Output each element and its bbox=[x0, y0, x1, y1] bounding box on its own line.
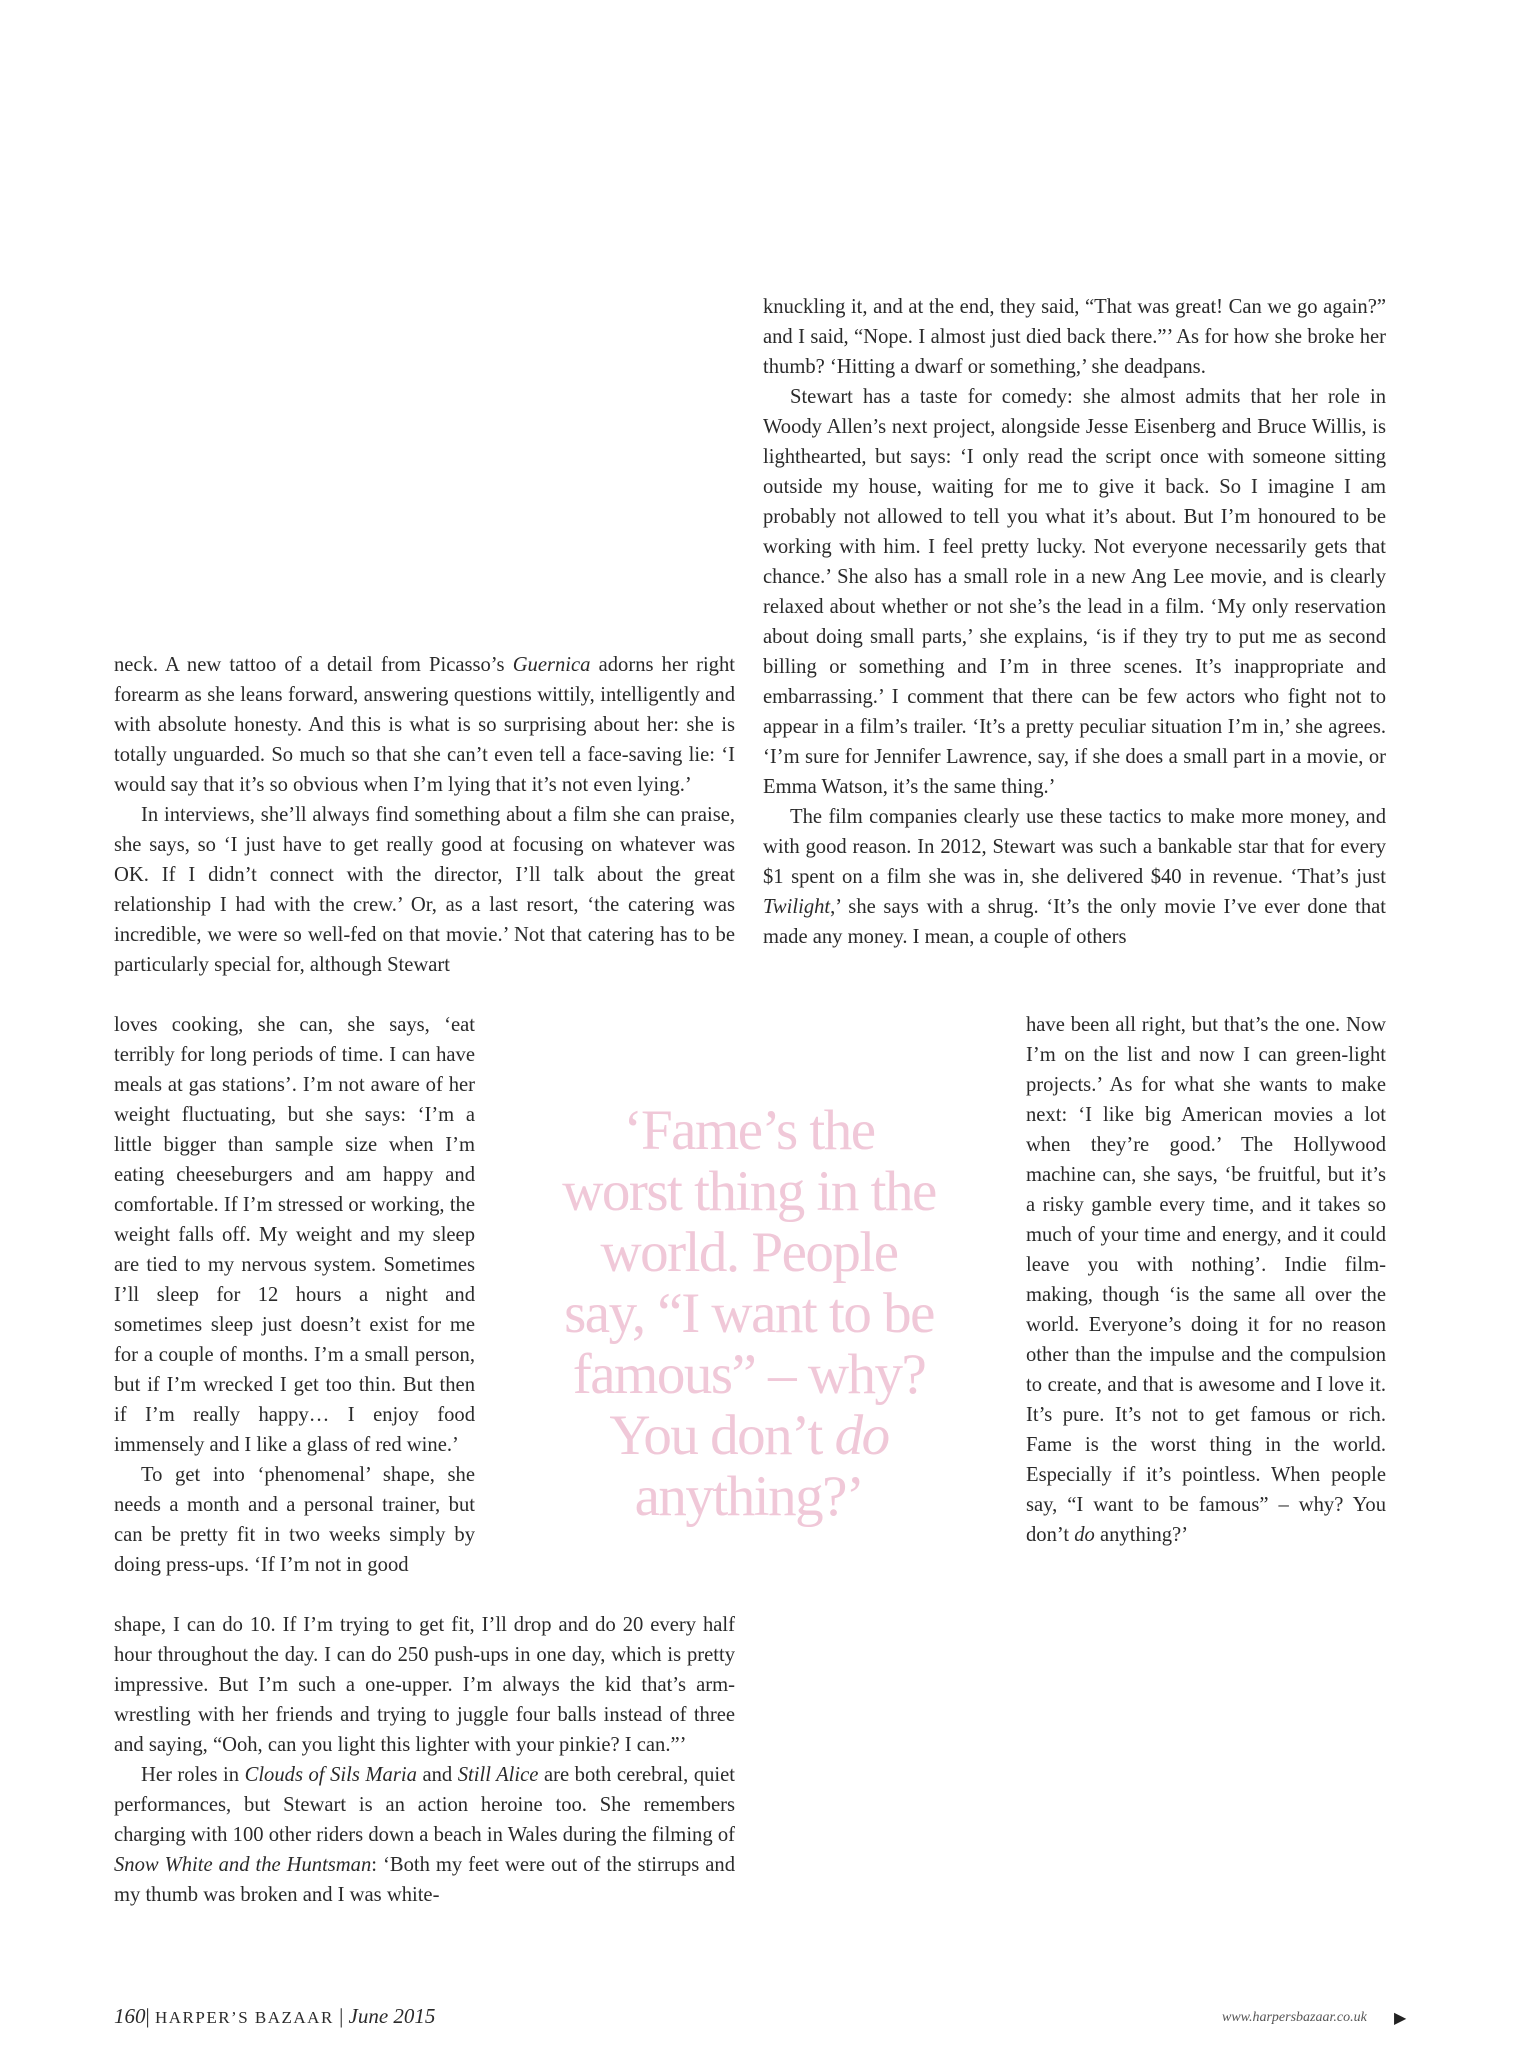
paragraph bbox=[1026, 1010, 1386, 1550]
text-run: In interviews, she’ll always find something about a film she can praise, she says, so ‘I just have to get really good at focusing on whatever was OK. If I didn’t connect with the director, I’ll talk about the great relationship I had with the crew.’ Or, as a last resort, ‘the catering was incredible, we were so well-fed on that movie.’ Not that catering has to be particularly special for, although Stewart bbox=[114, 804, 735, 976]
paragraph bbox=[114, 800, 735, 980]
footer-separator: | bbox=[339, 2004, 344, 2028]
paragraph bbox=[763, 382, 1386, 802]
paragraph bbox=[114, 1610, 735, 1760]
italic-title: do bbox=[834, 1404, 889, 1467]
text-run: and bbox=[416, 1764, 458, 1786]
next-page-arrow-icon[interactable]: ▶ bbox=[1394, 2010, 1407, 2027]
body-column-left-bottom bbox=[114, 1610, 735, 1910]
italic-title: do bbox=[1074, 1524, 1095, 1546]
paragraph bbox=[114, 650, 735, 800]
text-run: loves cooking, she can, she says, ‘eat terribly for long periods of time. I can have meals at gas stations’. I’m not aware of her weight fluctuating, but she says: ‘I’m a little bigger than sample size when I’m eating cheeseburgers and am happy and comfortable. If I’m stressed or working, the weight falls off. My weight and my sleep are tied to my nervous system. Sometimes I’ll sleep for 12 hours a night and sometimes sleep just doesn’t exist for me for a couple of months. I’m a small person, but if I’m wrecked I get too thin. But then if I’m really happy… I enjoy food immensely and I like a glass of red wine.’ bbox=[114, 1014, 475, 1456]
text-run: adorns her right forearm as she leans forward, answering questions wittily, intelligently and with absolute honesty. And this is what is so surprising about her: she is totally unguarded. So much so that she can’t even tell a face-saving lie: ‘I would say that it’s so obvious when I’m lying that it’s not even lying.’ bbox=[114, 654, 735, 796]
text-run: have been all right, but that’s the one. Now I’m on the list and now I can green-light projects.’ As for what she wants to make next: ‘I like big American movies a lot when they’re good.’ The Hollywood machine can, she says, ‘be fruitful, but it’s a risky gamble every time, and it takes so much of your time and energy, and it could leave you with nothing’. Indie film-making, though ‘is the same all over the world. Everyone’s doing it for no reason other than the impulse and the compulsion to create, and that is awesome and I love it. It’s pure. It’s not to get famous or rich. Fame is the worst thing in the world. Especially if it’s pointless. When people say, “I want to be famous” – why? You don’t bbox=[1026, 1014, 1386, 1546]
text-run: Her roles in bbox=[141, 1764, 245, 1786]
italic-title: Clouds of Sils Maria bbox=[244, 1764, 417, 1786]
paragraph bbox=[763, 292, 1386, 382]
pull-quote bbox=[558, 1100, 940, 1527]
text-run: : ‘Both my feet were out of the stirrups and my thumb was broken and I was white- bbox=[114, 1854, 735, 1906]
body-column-left-narrow bbox=[114, 1010, 475, 1580]
italic-title: Snow White and the Huntsman bbox=[114, 1854, 372, 1876]
text-run: anything?’ bbox=[1094, 1524, 1189, 1546]
text-run: neck. A new tattoo of a detail from Picasso’s bbox=[114, 654, 513, 676]
body-column-left-top bbox=[114, 650, 735, 980]
italic-title: Guernica bbox=[512, 654, 591, 676]
text-run: Stewart has a taste for comedy: she almost admits that her role in Woody Allen’s next project, alongside Jesse Eisenberg and Bruce Willis, is lighthearted, but says: ‘I only read the script once with someone sitting outside my house, waiting for me to give it back. So I imagine I am probably not allowed to tell you what it’s about. But I’m honoured to be working with him. I feel pretty lucky. Not everyone necessarily gets that chance.’ She also has a small role in a new Ang Lee movie, and is clearly relaxed about whether or not she’s the lead in a film. ‘My only reservation about doing small parts,’ she explains, ‘is if they try to put me as second billing or something and I’m in three scenes. It’s inappropriate and embarrassing.’ I comment that there can be few actors who fight not to appear in a film’s trailer. ‘It’s a pretty peculiar situation I’m in,’ she agrees. ‘I’m sure for Jennifer Lawrence, say, if she does a small part in a movie, or Emma Watson, it’s the same thing.’ bbox=[763, 386, 1386, 798]
text-run: ‘Fame’s the worst thing in the world. People say, “I want to be famous” – why? You don’t bbox=[562, 1099, 936, 1467]
body-column-right-top bbox=[763, 292, 1386, 952]
issue-date: June 2015 bbox=[348, 2004, 436, 2028]
text-run: knuckling it, and at the end, they said, “That was great! Can we go again?” and I said, “Nope. I almost just died back there.”’ As for how she broke her thumb? ‘Hitting a dwarf or something,’ she deadpans. bbox=[763, 296, 1386, 378]
footer-separator: | bbox=[145, 2004, 150, 2028]
text-run: anything?’ bbox=[634, 1465, 864, 1528]
text-run: ,’ she says with a shrug. ‘It’s the only movie I’ve ever done that made any money. I mean, a couple of others bbox=[763, 896, 1386, 948]
paragraph bbox=[114, 1460, 475, 1580]
page-number: 160 bbox=[114, 2004, 146, 2028]
page-footer bbox=[114, 2004, 435, 2029]
magazine-name: HARPER’S BAZAAR bbox=[154, 2008, 334, 2027]
text-run: shape, I can do 10. If I’m trying to get fit, I’ll drop and do 20 every half hour throughout the day. I can do 250 push-ups in one day, which is pretty impressive. But I’m such a one-upper. I’m always the kid that’s arm-wrestling with her friends and trying to juggle four balls instead of three and saying, “Ooh, can you light this lighter with your pinkie? I can.”’ bbox=[114, 1614, 735, 1756]
body-column-right-narrow bbox=[1026, 1010, 1386, 1550]
italic-title: Still Alice bbox=[457, 1764, 539, 1786]
paragraph bbox=[114, 1010, 475, 1460]
text-run: To get into ‘phenomenal’ shape, she needs a month and a personal trainer, but can be pretty fit in two weeks simply by doing press-ups. ‘If I’m not in good bbox=[114, 1464, 475, 1576]
text-run: The film companies clearly use these tactics to make more money, and with good reason. In 2012, Stewart was such a bankable star that for every $1 spent on a film she was in, she delivered $40 in revenue. ‘That’s just bbox=[763, 806, 1386, 888]
paragraph bbox=[763, 802, 1386, 952]
website-link[interactable]: www.harpersbazaar.co.uk bbox=[1222, 2010, 1367, 2025]
italic-title: Twilight bbox=[763, 896, 831, 918]
text-run: are both cerebral, quiet performances, but Stewart is an action heroine too. She remembers charging with 100 other riders down a beach in Wales during the filming of bbox=[114, 1764, 735, 1846]
paragraph bbox=[114, 1760, 735, 1910]
